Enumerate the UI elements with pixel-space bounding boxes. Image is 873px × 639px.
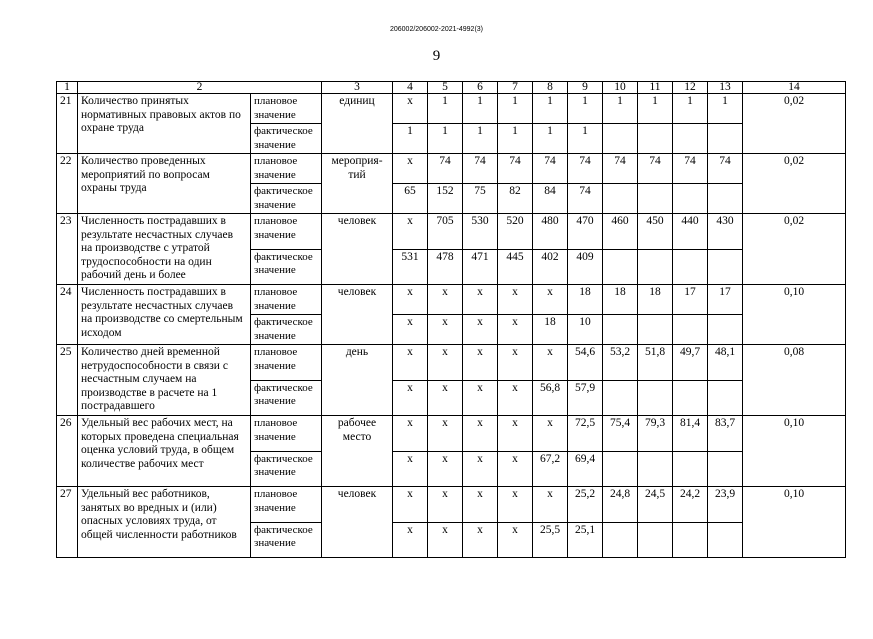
weight-value: 0,02 xyxy=(743,214,846,285)
fact-value: 1 xyxy=(393,124,428,154)
fact-value: 84 xyxy=(533,184,568,214)
plan-value: 74 xyxy=(533,154,568,184)
header-cell: 9 xyxy=(568,82,603,94)
plan-value: 48,1 xyxy=(708,345,743,381)
fact-label: фактическое значение xyxy=(251,380,322,416)
plan-label: плановое значение xyxy=(251,285,322,315)
plan-value: x xyxy=(533,285,568,315)
plan-value: 51,8 xyxy=(638,345,673,381)
fact-value: 25,1 xyxy=(568,522,603,558)
fact-value: 74 xyxy=(568,184,603,214)
plan-value: 530 xyxy=(463,214,498,250)
unit-of-measure: человек xyxy=(322,285,393,345)
fact-value xyxy=(708,380,743,416)
plan-value: 1 xyxy=(463,94,498,124)
fact-value: x xyxy=(498,315,533,345)
plan-value: 24,2 xyxy=(673,487,708,523)
plan-value: 705 xyxy=(428,214,463,250)
plan-value: x xyxy=(428,345,463,381)
fact-value: x xyxy=(463,522,498,558)
fact-value xyxy=(673,315,708,345)
plan-value: 1 xyxy=(428,94,463,124)
fact-value: 69,4 xyxy=(568,451,603,487)
indicator-name: Количество проведенных мероприятий по вопросам охраны труда xyxy=(78,154,251,214)
unit-of-measure: человек xyxy=(322,214,393,285)
plan-value: 74 xyxy=(428,154,463,184)
plan-value: x xyxy=(463,487,498,523)
row-number: 27 xyxy=(57,487,78,558)
fact-value: x xyxy=(428,380,463,416)
fact-value: x xyxy=(393,451,428,487)
header-cell: 12 xyxy=(673,82,708,94)
fact-value xyxy=(638,380,673,416)
fact-value xyxy=(603,184,638,214)
plan-value: x xyxy=(393,285,428,315)
header-cell: 3 xyxy=(322,82,393,94)
header-cell: 13 xyxy=(708,82,743,94)
fact-value xyxy=(603,315,638,345)
plan-value: 18 xyxy=(603,285,638,315)
plan-value: 18 xyxy=(638,285,673,315)
row-number: 22 xyxy=(57,154,78,214)
fact-value xyxy=(708,184,743,214)
indicator-name: Количество дней временной нетрудоспособности в связи с несчастным случаем на производстве в расчете на 1 пострадавшего xyxy=(78,345,251,416)
header-cell: 11 xyxy=(638,82,673,94)
plan-label: плановое значение xyxy=(251,214,322,250)
plan-value: 1 xyxy=(568,94,603,124)
header-cell: 2 xyxy=(78,82,322,94)
plan-value: 75,4 xyxy=(603,416,638,452)
indicator-row-plan xyxy=(57,487,846,523)
indicator-row-plan xyxy=(57,345,846,381)
plan-value: x xyxy=(428,416,463,452)
fact-value xyxy=(708,124,743,154)
fact-value xyxy=(638,522,673,558)
header-cell: 14 xyxy=(743,82,846,94)
plan-value: 1 xyxy=(533,94,568,124)
fact-value xyxy=(603,380,638,416)
plan-value: x xyxy=(393,94,428,124)
weight-value: 0,02 xyxy=(743,154,846,214)
weight-value: 0,10 xyxy=(743,416,846,487)
fact-value: 56,8 xyxy=(533,380,568,416)
plan-value: x xyxy=(393,416,428,452)
plan-value: 1 xyxy=(638,94,673,124)
fact-value: 82 xyxy=(498,184,533,214)
plan-value: x xyxy=(498,416,533,452)
fact-value xyxy=(673,522,708,558)
indicator-name: Удельный вес рабочих мест, на которых проведена специальная оценка условий труда, в общем количестве рабочих мест xyxy=(78,416,251,487)
plan-value: x xyxy=(428,285,463,315)
plan-value: 74 xyxy=(568,154,603,184)
fact-value xyxy=(603,249,638,285)
indicator-name: Численность пострадавших в результате несчастных случаев на производстве со смертельным исходом xyxy=(78,285,251,345)
fact-value: x xyxy=(428,522,463,558)
fact-label: фактическое значение xyxy=(251,249,322,285)
fact-value: x xyxy=(428,451,463,487)
plan-value: x xyxy=(393,345,428,381)
indicator-row-plan xyxy=(57,214,846,250)
header-cell: 4 xyxy=(393,82,428,94)
fact-value: 445 xyxy=(498,249,533,285)
plan-value: 1 xyxy=(603,94,638,124)
indicator-row-plan xyxy=(57,416,846,452)
fact-value: 1 xyxy=(533,124,568,154)
fact-value: 478 xyxy=(428,249,463,285)
fact-value xyxy=(638,249,673,285)
plan-value: 480 xyxy=(533,214,568,250)
fact-value: x xyxy=(498,380,533,416)
plan-value: 1 xyxy=(673,94,708,124)
fact-value: 25,5 xyxy=(533,522,568,558)
plan-label: плановое значение xyxy=(251,416,322,452)
fact-value: x xyxy=(498,451,533,487)
fact-value xyxy=(638,124,673,154)
plan-label: плановое значение xyxy=(251,487,322,523)
fact-label: фактическое значение xyxy=(251,124,322,154)
fact-value xyxy=(603,522,638,558)
fact-value xyxy=(708,315,743,345)
plan-value: 74 xyxy=(708,154,743,184)
fact-value: x xyxy=(393,522,428,558)
fact-value: 531 xyxy=(393,249,428,285)
page-number: 9 xyxy=(432,48,441,64)
plan-value: 53,2 xyxy=(603,345,638,381)
plan-value: 1 xyxy=(708,94,743,124)
plan-value: x xyxy=(498,285,533,315)
fact-value xyxy=(708,522,743,558)
plan-value: x xyxy=(463,345,498,381)
document-id: 206002/206002-2021-4992(3) xyxy=(389,26,484,33)
fact-value xyxy=(638,315,673,345)
fact-value: x xyxy=(393,315,428,345)
plan-value: 460 xyxy=(603,214,638,250)
fact-value xyxy=(673,249,708,285)
fact-value xyxy=(673,380,708,416)
fact-value xyxy=(603,451,638,487)
plan-value: x xyxy=(498,487,533,523)
plan-label: плановое значение xyxy=(251,94,322,124)
plan-value: 24,5 xyxy=(638,487,673,523)
fact-label: фактическое значение xyxy=(251,184,322,214)
row-number: 23 xyxy=(57,214,78,285)
plan-value: 430 xyxy=(708,214,743,250)
plan-value: x xyxy=(533,416,568,452)
fact-value: 57,9 xyxy=(568,380,603,416)
plan-value: x xyxy=(393,154,428,184)
header-cell: 6 xyxy=(463,82,498,94)
fact-value: 65 xyxy=(393,184,428,214)
header-row xyxy=(57,82,846,94)
fact-value xyxy=(708,249,743,285)
plan-value: 25,2 xyxy=(568,487,603,523)
fact-value: x xyxy=(463,380,498,416)
plan-value: 18 xyxy=(568,285,603,315)
indicator-name: Численность пострадавших в результате несчастных случаев на производстве с утратой трудоспособности на один рабочий день и более xyxy=(78,214,251,285)
plan-value: 440 xyxy=(673,214,708,250)
header-cell: 7 xyxy=(498,82,533,94)
plan-value: x xyxy=(463,285,498,315)
fact-value xyxy=(603,124,638,154)
plan-label: плановое значение xyxy=(251,154,322,184)
row-number: 25 xyxy=(57,345,78,416)
plan-value: 1 xyxy=(498,94,533,124)
plan-value: x xyxy=(498,345,533,381)
plan-value: 23,9 xyxy=(708,487,743,523)
fact-value xyxy=(673,451,708,487)
fact-value: 75 xyxy=(463,184,498,214)
header-cell: 5 xyxy=(428,82,463,94)
unit-of-measure: единиц xyxy=(322,94,393,154)
plan-value: 74 xyxy=(638,154,673,184)
indicator-row-plan xyxy=(57,285,846,315)
fact-value: x xyxy=(428,315,463,345)
fact-value: 1 xyxy=(428,124,463,154)
plan-value: 17 xyxy=(673,285,708,315)
fact-value: 1 xyxy=(568,124,603,154)
fact-value: x xyxy=(393,380,428,416)
unit-of-measure: человек xyxy=(322,487,393,558)
plan-value: 49,7 xyxy=(673,345,708,381)
weight-value: 0,10 xyxy=(743,487,846,558)
unit-of-measure: рабочее место xyxy=(322,416,393,487)
fact-value: 1 xyxy=(463,124,498,154)
fact-value: 10 xyxy=(568,315,603,345)
plan-value: 83,7 xyxy=(708,416,743,452)
plan-value: 74 xyxy=(463,154,498,184)
plan-value: 54,6 xyxy=(568,345,603,381)
indicators-table xyxy=(56,81,846,558)
row-number: 24 xyxy=(57,285,78,345)
plan-value: 72,5 xyxy=(568,416,603,452)
indicator-name: Удельный вес работников, занятых во вредных и (или) опасных условиях труда, от общей численности работников xyxy=(78,487,251,558)
plan-value: x xyxy=(393,214,428,250)
fact-value xyxy=(708,451,743,487)
plan-value: 81,4 xyxy=(673,416,708,452)
indicator-row-plan xyxy=(57,94,846,124)
plan-value: x xyxy=(393,487,428,523)
fact-value: x xyxy=(463,451,498,487)
plan-value: x xyxy=(533,487,568,523)
fact-value: 67,2 xyxy=(533,451,568,487)
header-cell: 1 xyxy=(57,82,78,94)
plan-value: 74 xyxy=(603,154,638,184)
header-cell: 10 xyxy=(603,82,638,94)
weight-value: 0,08 xyxy=(743,345,846,416)
plan-value: 79,3 xyxy=(638,416,673,452)
unit-of-measure: мероприя-тий xyxy=(322,154,393,214)
row-number: 26 xyxy=(57,416,78,487)
plan-value: 450 xyxy=(638,214,673,250)
fact-value: 1 xyxy=(498,124,533,154)
plan-label: плановое значение xyxy=(251,345,322,381)
indicator-name: Количество принятых нормативных правовых актов по охране труда xyxy=(78,94,251,154)
plan-value: 74 xyxy=(498,154,533,184)
fact-label: фактическое значение xyxy=(251,451,322,487)
plan-value: x xyxy=(463,416,498,452)
plan-value: 24,8 xyxy=(603,487,638,523)
row-number: 21 xyxy=(57,94,78,154)
fact-value xyxy=(638,184,673,214)
plan-value: x xyxy=(428,487,463,523)
plan-value: 520 xyxy=(498,214,533,250)
fact-value: x xyxy=(498,522,533,558)
fact-value xyxy=(673,184,708,214)
unit-of-measure: день xyxy=(322,345,393,416)
fact-label: фактическое значение xyxy=(251,315,322,345)
fact-value: 402 xyxy=(533,249,568,285)
fact-value: x xyxy=(463,315,498,345)
fact-value xyxy=(673,124,708,154)
header-cell: 8 xyxy=(533,82,568,94)
plan-value: 17 xyxy=(708,285,743,315)
fact-label: фактическое значение xyxy=(251,522,322,558)
fact-value: 152 xyxy=(428,184,463,214)
plan-value: x xyxy=(533,345,568,381)
weight-value: 0,10 xyxy=(743,285,846,345)
fact-value: 18 xyxy=(533,315,568,345)
plan-value: 470 xyxy=(568,214,603,250)
plan-value: 74 xyxy=(673,154,708,184)
fact-value xyxy=(638,451,673,487)
fact-value: 471 xyxy=(463,249,498,285)
indicator-row-plan xyxy=(57,154,846,184)
fact-value: 409 xyxy=(568,249,603,285)
weight-value: 0,02 xyxy=(743,94,846,154)
